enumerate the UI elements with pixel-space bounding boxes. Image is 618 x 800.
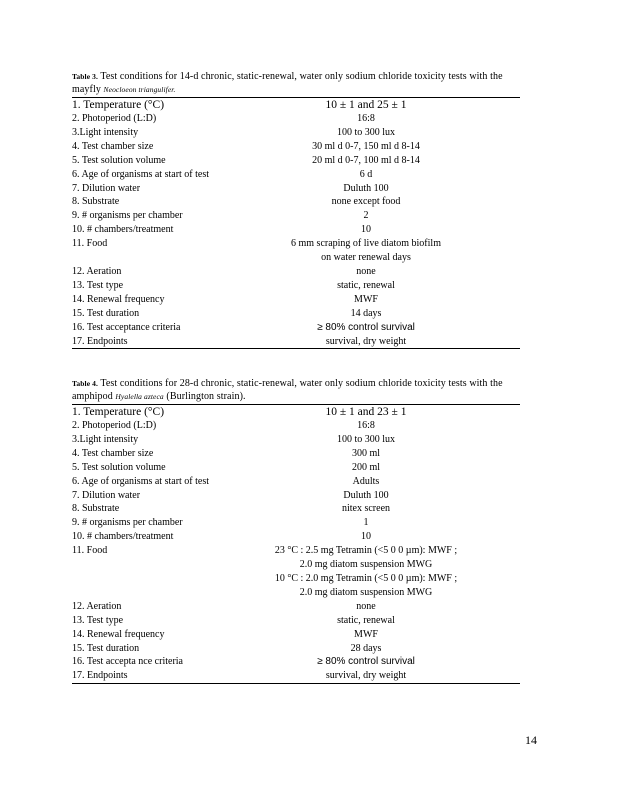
value-cell: 200 ml — [351, 461, 381, 473]
table-row — [72, 475, 520, 489]
table-row — [72, 461, 520, 475]
parameter-cell: 9. # organisms per chamber — [72, 517, 183, 529]
value-cell: survival, dry weight — [325, 670, 407, 682]
table-row — [72, 195, 520, 209]
value-cell: 10 ± 1 and 23 ± 1 — [325, 406, 407, 418]
table-4-grid — [72, 404, 520, 684]
parameter-cell: 17. Endpoints — [72, 670, 128, 682]
table-row — [72, 600, 520, 614]
parameter-cell: 3.Light intensity — [72, 126, 139, 138]
parameter-cell: 10. # chambers/treatment — [72, 531, 174, 543]
table-4-label: Table 4. — [72, 379, 98, 388]
parameter-cell: 16. Test accepta nce criteria — [72, 656, 183, 668]
parameter-cell: 5. Test solution volume — [72, 154, 166, 166]
value-cell: on water renewal days — [321, 252, 411, 264]
table-row — [72, 572, 520, 586]
table-row — [72, 433, 520, 447]
table-row — [72, 489, 520, 503]
table-row — [72, 544, 520, 558]
value-cell: 1 — [363, 517, 369, 529]
table-row — [72, 112, 520, 126]
table-row — [72, 642, 520, 656]
parameter-cell: 15. Test duration — [72, 307, 140, 319]
value-cell: ≥ 80% control survival — [317, 321, 415, 333]
value-cell: 6 d — [359, 168, 373, 180]
table-row — [72, 530, 520, 544]
value-cell: 2 — [363, 210, 369, 222]
parameter-cell — [72, 251, 248, 265]
parameter-cell: 10. # chambers/treatment — [72, 224, 174, 236]
table-row — [72, 405, 520, 420]
parameter-cell: 1. Temperature (°C) — [72, 406, 165, 418]
table-row — [72, 614, 520, 628]
value-cell: nitex screen — [341, 503, 391, 515]
parameter-cell: 9. # organisms per chamber — [72, 210, 183, 222]
parameter-cell: 11. Food — [72, 545, 108, 557]
value-cell: static, renewal — [337, 279, 395, 291]
value-cell: 10 — [361, 224, 371, 236]
parameter-cell: 7. Dilution water — [72, 182, 141, 194]
value-cell: MWF — [354, 293, 378, 305]
value-cell: Duluth 100 — [343, 489, 389, 501]
parameter-cell: 8. Substrate — [72, 503, 120, 515]
table-4-caption-tail: (Burlington strain). — [166, 390, 246, 402]
table-row — [72, 251, 520, 265]
parameter-cell: 14. Renewal frequency — [72, 628, 165, 640]
table-row — [72, 586, 520, 600]
value-cell: 10 °C : 2.0 mg Tetramin (<5 0 0 µm): MWF ; — [274, 572, 458, 584]
parameter-cell: 1. Temperature (°C) — [72, 99, 165, 111]
value-cell: static, renewal — [337, 614, 395, 626]
parameter-cell: 12. Aeration — [72, 600, 122, 612]
table-row — [72, 321, 520, 335]
value-cell: 16:8 — [357, 113, 375, 124]
value-cell: 10 — [361, 531, 371, 543]
table-row — [72, 140, 520, 154]
parameter-cell: 7. Dilution water — [72, 489, 141, 501]
parameter-cell: 16. Test acceptance criteria — [72, 321, 181, 333]
table-4 — [72, 378, 520, 684]
value-cell: 2.0 mg diatom suspension MWG — [299, 586, 433, 598]
table-row — [72, 209, 520, 223]
table-row — [72, 447, 520, 461]
parameter-cell: 11. Food — [72, 238, 108, 250]
table-row — [72, 419, 520, 433]
table-row — [72, 265, 520, 279]
value-cell: 100 to 300 lux — [336, 126, 396, 138]
value-cell: 20 ml d 0-7, 100 ml d 8-14 — [312, 154, 420, 166]
parameter-cell: 4. Test chamber size — [72, 447, 154, 459]
table-row — [72, 279, 520, 293]
parameter-cell: 13. Test type — [72, 279, 124, 291]
value-cell: Adults — [352, 475, 380, 487]
value-cell: 30 ml d 0-7, 150 ml d 8-14 — [312, 140, 420, 152]
parameter-cell: 17. Endpoints — [72, 335, 128, 347]
parameter-cell — [72, 586, 248, 600]
table-row — [72, 502, 520, 516]
table-row — [72, 335, 520, 349]
table-row — [72, 669, 520, 683]
parameter-cell: 6. Age of organisms at start of test — [72, 475, 210, 487]
table-3-species: Neocloeon triangulifer. — [103, 84, 176, 94]
value-cell: 28 days — [350, 642, 382, 654]
value-cell: ≥ 80% control survival — [317, 656, 415, 668]
table-3-label: Table 3. — [72, 72, 98, 81]
parameter-cell: 8. Substrate — [72, 196, 120, 208]
parameter-cell: 3.Light intensity — [72, 433, 139, 445]
page-number: 14 — [525, 733, 537, 747]
table-row — [72, 237, 520, 251]
value-cell: 16:8 — [357, 420, 375, 431]
table-row — [72, 628, 520, 642]
value-cell: 6 mm scraping of live diatom biofilm — [291, 238, 441, 250]
parameter-cell: 4. Test chamber size — [72, 140, 154, 152]
table-row — [72, 98, 520, 113]
parameter-cell: 2. Photoperiod (L:D) — [72, 420, 157, 431]
table-row — [72, 558, 520, 572]
parameter-cell: 15. Test duration — [72, 642, 140, 654]
table-row — [72, 126, 520, 140]
table-3 — [72, 71, 520, 349]
parameter-cell: 12. Aeration — [72, 265, 122, 277]
value-cell: MWF — [354, 628, 378, 640]
table-4-species: Hyalella azteca — [115, 391, 164, 401]
table-3-grid — [72, 97, 520, 349]
parameter-cell: 2. Photoperiod (L:D) — [72, 113, 157, 124]
value-cell: survival, dry weight — [325, 335, 407, 347]
table-3-caption-text: Test conditions for 14-d chronic, static-renewal, water only sodium chloride toxicity tests with the mayfly — [72, 71, 503, 95]
value-cell: none except food — [331, 196, 401, 208]
table-4-caption — [72, 378, 520, 403]
value-cell: Duluth 100 — [343, 182, 389, 194]
value-cell: none — [356, 600, 376, 612]
value-cell: 10 ± 1 and 25 ± 1 — [325, 99, 407, 111]
parameter-cell: 14. Renewal frequency — [72, 293, 165, 305]
parameter-cell — [72, 558, 248, 572]
table-row — [72, 293, 520, 307]
value-cell: 100 to 300 lux — [336, 433, 396, 445]
parameter-cell: 13. Test type — [72, 614, 124, 626]
table-row — [72, 655, 520, 669]
table-row — [72, 516, 520, 530]
value-cell: 14 days — [350, 307, 382, 319]
value-cell: 300 ml — [351, 447, 381, 459]
value-cell: none — [356, 265, 376, 277]
table-row — [72, 168, 520, 182]
table-row — [72, 223, 520, 237]
parameter-cell: 5. Test solution volume — [72, 461, 166, 473]
table-row — [72, 154, 520, 168]
table-row — [72, 182, 520, 196]
parameter-cell — [72, 572, 248, 586]
table-3-caption — [72, 71, 520, 96]
value-cell: 2.0 mg diatom suspension MWG — [299, 559, 433, 571]
table-4-caption-text: Test conditions for 28-d chronic, static-renewal, water only sodium chloride toxicity tests with the amphipod — [72, 378, 503, 402]
parameter-cell: 6. Age of organisms at start of test — [72, 168, 210, 180]
value-cell: 23 °C : 2.5 mg Tetramin (<5 0 0 µm): MWF ; — [274, 545, 458, 557]
table-row — [72, 307, 520, 321]
